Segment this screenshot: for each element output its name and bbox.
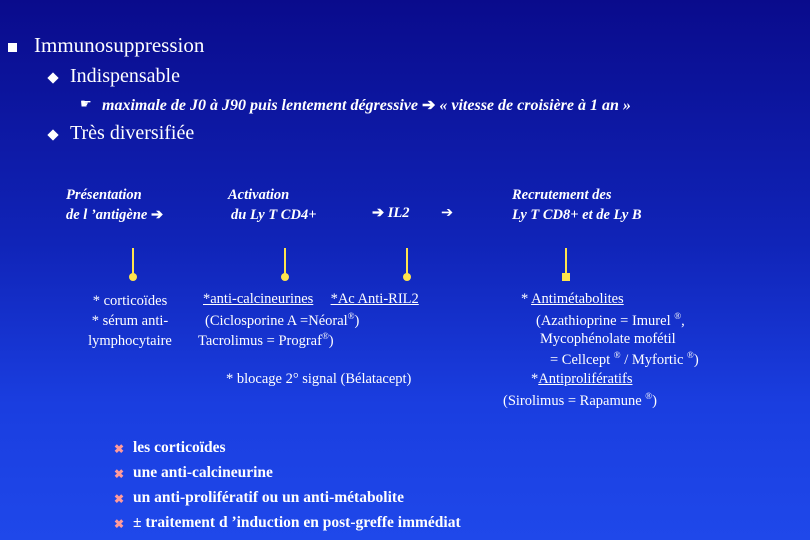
- step-activation-line1: Activation: [228, 187, 290, 203]
- final-item-induction: ± traitement d ’induction en post-greffe immédiat: [133, 514, 461, 531]
- x-mark-icon: ✖: [114, 467, 125, 481]
- treatment-col3-line4: [550, 350, 699, 369]
- step-il2: [372, 205, 410, 222]
- diamond-bullet-icon: [47, 72, 58, 83]
- connector-dot: [281, 273, 289, 281]
- registered-mark: ®: [674, 311, 682, 321]
- myfortic: / Myfortic: [620, 351, 688, 368]
- treatment-col3-line3: Mycophénolate mofétil: [540, 331, 676, 347]
- diamond-bullet-icon: [47, 129, 58, 140]
- subheading-diversifiee: Très diversifiée: [70, 122, 195, 144]
- azathioprine: (Azathioprine = Imurel: [536, 312, 675, 329]
- step-presentation: [66, 185, 163, 225]
- sirolimus: (Sirolimus = Rapamune: [503, 392, 646, 409]
- right-arrow-icon: ➔: [150, 207, 164, 223]
- step-recrutement-line1: Recrutement des: [512, 187, 612, 203]
- connector-square: [562, 273, 570, 281]
- pointing-hand-icon: ☛: [80, 96, 92, 111]
- treatment-col2-line2: [205, 311, 359, 330]
- cellcept: = Cellcept: [550, 351, 614, 368]
- registered-mark: ®: [347, 311, 355, 321]
- il2-label: IL2: [387, 205, 410, 221]
- step-presentation-text: de l ’antigène: [66, 207, 148, 223]
- paren-close: ): [328, 332, 334, 349]
- final-item-corticoides: les corticoïdes: [133, 439, 226, 456]
- t1-serum: * sérum anti-: [91, 313, 169, 329]
- treatment-col1: [70, 291, 190, 351]
- treatment-col3-line5: [531, 371, 632, 388]
- t1-lymphocytaire: lymphocytaire: [88, 333, 172, 349]
- tacrolimus: Tacrolimus = Prograf: [198, 332, 322, 349]
- ac-anti-ril2: *Ac Anti-RIL2: [330, 291, 419, 307]
- step-activation-line2: du Ly T CD4+: [231, 207, 317, 223]
- comma: ,: [681, 312, 685, 329]
- asterisk: *: [521, 291, 532, 307]
- paren-close: ): [354, 312, 360, 329]
- detail-text: maximale de J0 à J90 puis lentement dégressive: [102, 97, 418, 114]
- final-item-anti-proliferatif: un anti-prolifératif ou un anti-métabolite: [133, 489, 404, 506]
- x-mark-icon: ✖: [114, 517, 125, 531]
- final-item-anti-calcineurine: une anti-calcineurine: [133, 464, 273, 481]
- registered-mark: ®: [613, 350, 621, 360]
- antimetabolites: Antimétabolites: [531, 291, 624, 307]
- treatment-col3-line1: [521, 291, 624, 308]
- registered-mark: ®: [321, 331, 329, 341]
- slide-title: Immunosuppression: [34, 33, 205, 57]
- step-recrutement: [512, 185, 642, 225]
- step-activation: [228, 185, 316, 225]
- ciclosporine: (Ciclosporine A =Néoral: [205, 312, 348, 329]
- detail-quote: « vitesse de croisière à 1 an »: [439, 97, 631, 114]
- antiproliferatifs: Antiprolifératifs: [538, 371, 633, 387]
- right-arrow-icon: ➔: [421, 97, 436, 114]
- treatment-col2-line1: [203, 291, 419, 308]
- treatment-col3-line6: [503, 391, 657, 410]
- step-recrutement-line2: Ly T CD8+ et de Ly B: [512, 207, 642, 223]
- right-arrow-icon: ➔: [441, 205, 454, 221]
- detail-line: [102, 95, 631, 115]
- t1-corticoides-text: * corticoïdes: [92, 293, 168, 309]
- registered-mark: ®: [645, 391, 653, 401]
- registered-mark: ®: [687, 350, 694, 360]
- blocage-second-signal: * blocage 2° signal (Bélatacept): [226, 371, 412, 387]
- treatment-col2-line3: [198, 331, 334, 350]
- step-presentation-line2: [66, 205, 163, 225]
- asterisk: *: [531, 371, 539, 387]
- right-arrow-icon: ➔: [372, 205, 385, 221]
- square-bullet-icon: [8, 43, 17, 52]
- step-presentation-line1: Présentation: [66, 187, 142, 203]
- subheading-indispensable: Indispensable: [70, 65, 180, 87]
- x-mark-icon: ✖: [114, 492, 125, 506]
- paren-close: ): [693, 351, 699, 368]
- paren-close: ): [652, 392, 657, 409]
- connector-dot: [403, 273, 411, 281]
- anti-calcineurines: *anti-calcineurines: [203, 291, 314, 307]
- x-mark-icon: ✖: [114, 442, 125, 456]
- t1-corticoides: [70, 291, 190, 311]
- treatment-col3-line2: [536, 311, 685, 330]
- connector-dot: [129, 273, 137, 281]
